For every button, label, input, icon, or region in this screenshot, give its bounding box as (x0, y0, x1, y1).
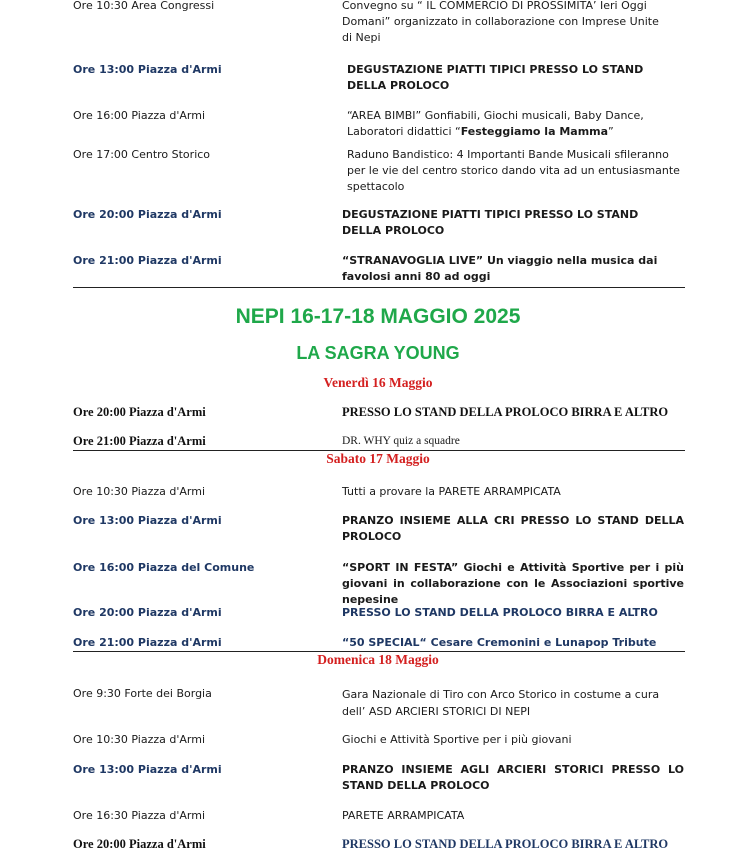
event-description: Giochi e Attività Sportive per i più giovani (342, 733, 572, 746)
event-time-place: Ore 16:00 Piazza del Comune (73, 561, 255, 574)
event-description: “50 SPECIAL“ Cesare Cremonini e Lunapop Tribute (342, 636, 657, 649)
event-time-place: Ore 20:00 Piazza d'Armi (73, 606, 222, 619)
event-time-place: Ore 20:00 Piazza d'Armi (73, 837, 206, 851)
day-heading-sunday: Domenica 18 Maggio (317, 652, 439, 667)
event-time-place: Ore 21:00 Piazza d'Armi (73, 434, 206, 448)
event-time-place: Ore 9:30 Forte dei Borgia (73, 687, 212, 700)
event-time-place: Ore 21:00 Piazza d'Armi (73, 254, 222, 267)
event-time-place: Ore 16:00 Piazza d'Armi (73, 109, 206, 122)
event-description: Raduno Bandistico: 4 Importanti Bande Musicali sfileranno per le vie del centro storico dando vita ad un entusiasmante spettacolo (347, 148, 680, 193)
event-description: PRANZO INSIEME ALLA CRI PRESSO LO STAND DELLA PROLOCO (342, 514, 684, 543)
event-time-place: Ore 13:00 Piazza d'Armi (73, 763, 222, 776)
event-time-place: Ore 13:00 Piazza d'Armi (73, 63, 222, 76)
event-time-place: Ore 20:00 Piazza d'Armi (73, 405, 206, 419)
event-time-place: Ore 10:30 Area Congressi (73, 0, 215, 12)
page-subtitle: LA SAGRA YOUNG (296, 343, 460, 363)
event-description: “STRANAVOGLIA LIVE” Un viaggio nella musica dai favolosi anni 80 ad oggi (342, 254, 658, 283)
event-time-place: Ore 10:30 Piazza d'Armi (73, 485, 206, 498)
event-time-place: Ore 20:00 Piazza d'Armi (73, 208, 222, 221)
event-description: DR. WHY quiz a squadre (342, 435, 460, 447)
event-description: PRESSO LO STAND DELLA PROLOCO BIRRA E ALTRO (342, 837, 669, 851)
event-time-place: Ore 10:30 Piazza d'Armi (73, 733, 206, 746)
day-heading-saturday: Sabato 17 Maggio (326, 451, 430, 466)
event-description: Gara Nazionale di Tiro con Arco Storico in costume a cura dell’ ASD ARCIERI STORICI DI NEPI (342, 688, 660, 718)
event-description: PARETE ARRAMPICATA (342, 809, 465, 822)
event-description: PRANZO INSIEME AGLI ARCIERI STORICI PRESSO LO STAND DELLA PROLOCO (342, 763, 684, 792)
event-time-place: Ore 16:30 Piazza d'Armi (73, 809, 206, 822)
event-description: PRESSO LO STAND DELLA PROLOCO BIRRA E ALTRO (342, 405, 669, 419)
event-description: PRESSO LO STAND DELLA PROLOCO BIRRA E ALTRO (342, 606, 658, 619)
event-description: DEGUSTAZIONE PIATTI TIPICI PRESSO LO STAND DELLA PROLOCO (347, 63, 644, 92)
event-time-place: Ore 21:00 Piazza d'Armi (73, 636, 222, 649)
event-time-place: Ore 13:00 Piazza d'Armi (73, 514, 222, 527)
page-title: NEPI 16-17-18 MAGGIO 2025 (235, 305, 521, 328)
day-heading-friday: Venerdì 16 Maggio (323, 375, 433, 390)
event-description: DEGUSTAZIONE PIATTI TIPICI PRESSO LO STAND DELLA PROLOCO (342, 208, 639, 237)
event-time-place: Ore 17:00 Centro Storico (73, 148, 211, 161)
event-description: Tutti a provare la PARETE ARRAMPICATA (342, 485, 561, 498)
event-description: Convegno su “ IL COMMERCIO DI PROSSIMITA’ Ieri Oggi Domani” organizzato in collaborazione con Imprese Unite di Nepi (342, 0, 659, 44)
divider (73, 287, 685, 288)
event-description: “SPORT IN FESTA” Giochi e Attività Sportive per i più giovani in collaborazione con le Associazioni sportive nepesine (342, 561, 684, 606)
event-description: “AREA BIMBI” Gonfiabili, Giochi musicali, Baby Dance, Laboratori didattici “Festeggiamo la Mamma” (347, 109, 644, 138)
